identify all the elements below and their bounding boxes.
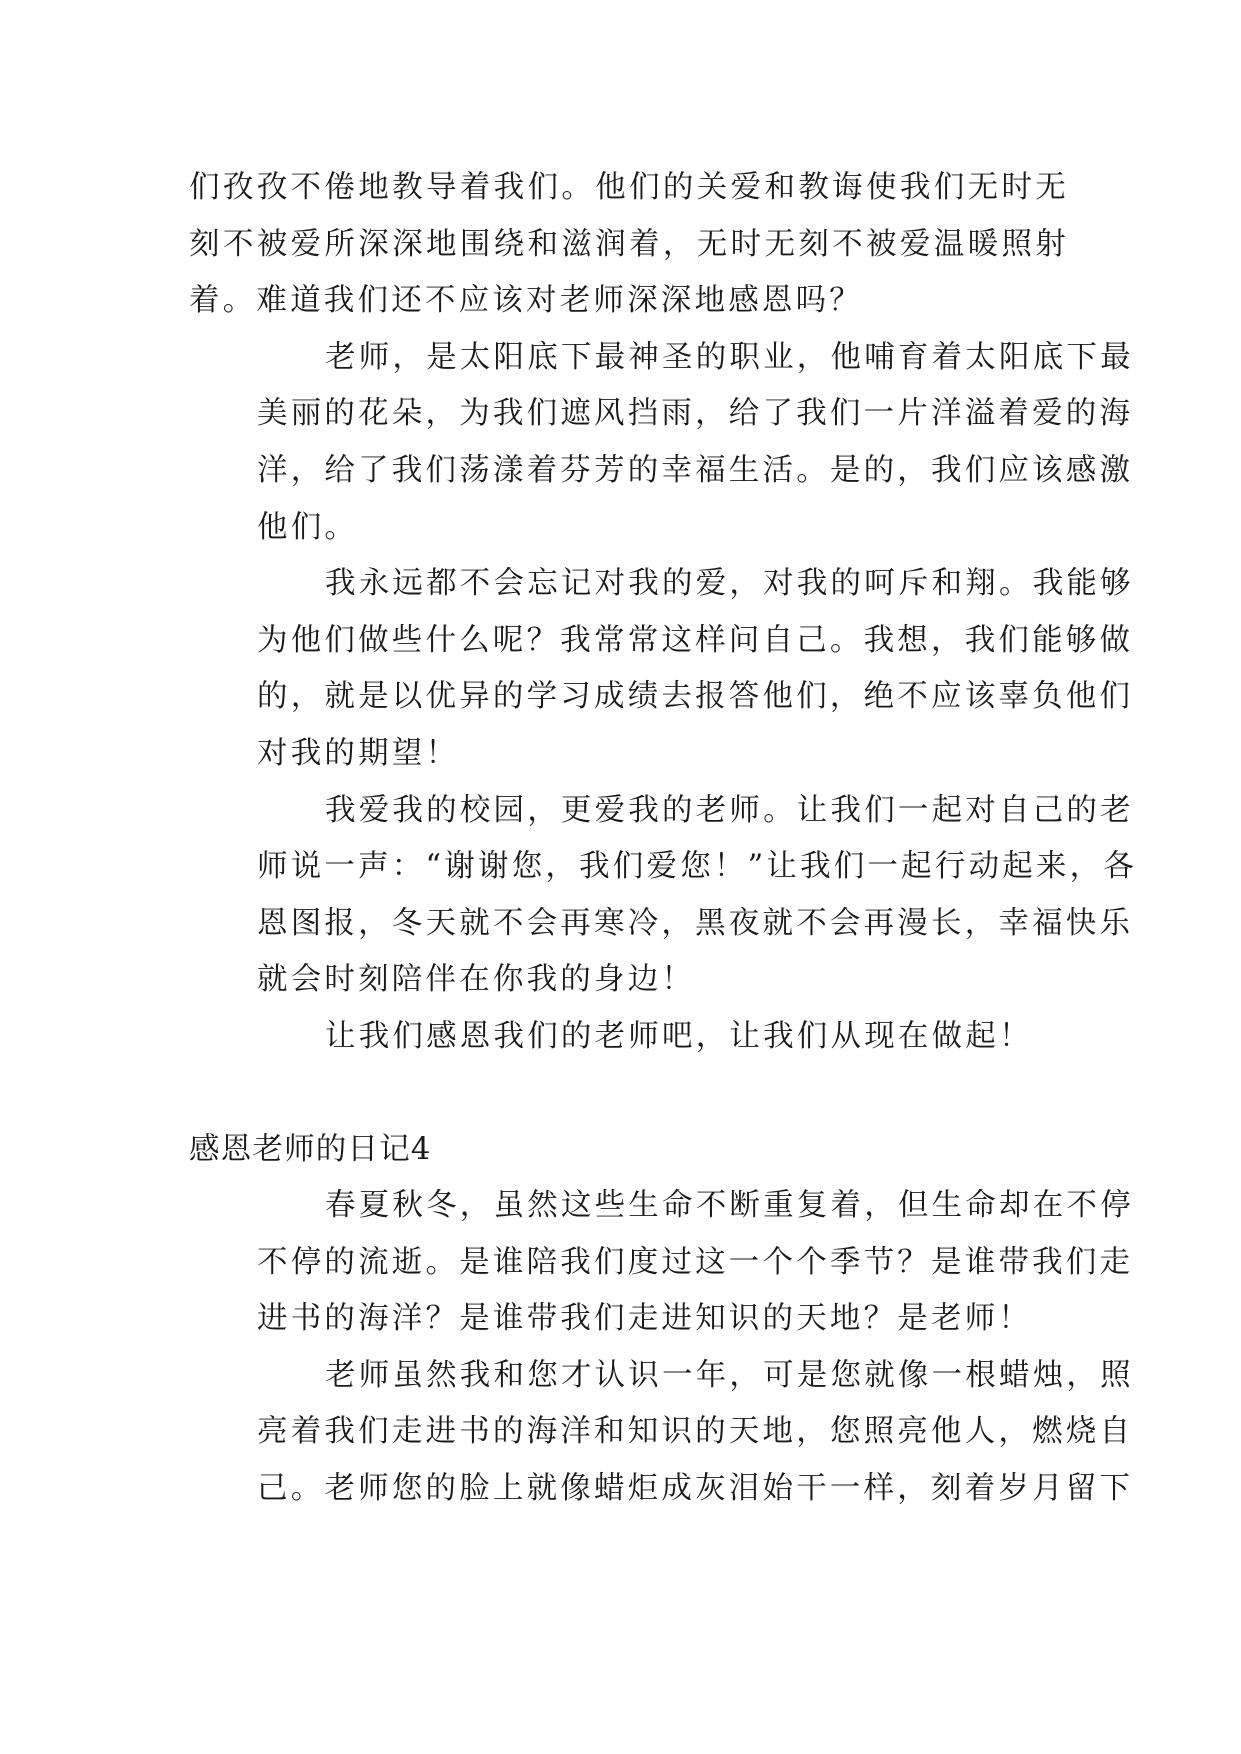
text-line: 进书的海洋？是谁带我们走进知识的天地？是老师！	[257, 1301, 1033, 1337]
text-line: 老师，是太阳底下最神圣的职业，他哺育着太阳底下最	[325, 339, 1134, 375]
text-line: 师说一声：“谢谢您，我们爱您！”让我们一起行动起来，各	[257, 849, 1138, 885]
text-line: 刻不被爱所深深地围绕和滋润着，无时无刻不被爱温暖照射	[189, 226, 1069, 262]
paragraph	[189, 330, 1134, 556]
text-line: 着。难道我们还不应该对老师深深地感恩吗？	[189, 283, 863, 319]
text-line: 对我的期望！	[257, 735, 460, 771]
paragraph	[189, 1348, 1134, 1518]
section-spacer	[189, 1066, 1069, 1122]
text-line: 就会时刻陪伴在你我的身边！	[257, 962, 696, 998]
text-line: 亮着我们走进书的海洋和知识的天地，您照亮他人，燃烧自	[257, 1414, 1134, 1450]
text-line: 让我们感恩我们的老师吧，让我们从现在做起！	[325, 1018, 1033, 1054]
paragraph	[189, 1009, 1069, 1066]
text-line: 的，就是以优异的学习成绩去报答他们，绝不应该辜负他们	[257, 679, 1134, 715]
text-line: 他们。	[257, 509, 359, 545]
text-line: 们孜孜不倦地教导着我们。他们的关爱和教诲使我们无时无	[189, 170, 1069, 205]
paragraph	[189, 783, 1138, 1009]
document-body	[189, 160, 1138, 1518]
text-line: 我爱我的校园，更爱我的老师。让我们一起对自己的老	[325, 792, 1134, 828]
text-line: 美丽的花朵，为我们遮风挡雨，给了我们一片洋溢着爱的海	[257, 396, 1134, 432]
paragraph	[189, 160, 1069, 330]
text-line: 老师虽然我和您才认识一年，可是您就像一根蜡烛，照	[325, 1357, 1134, 1393]
text-line: 春夏秋冬，虽然这些生命不断重复着，但生命却在不停	[325, 1188, 1134, 1224]
text-line: 己。老师您的脸上就像蜡炬成灰泪始干一样，刻着岁月留下	[257, 1471, 1134, 1507]
text-line: 恩图报，冬天就不会再寒冷，黑夜就不会再漫长，幸福快乐	[257, 905, 1134, 941]
paragraph	[189, 556, 1134, 782]
paragraph	[189, 1178, 1134, 1348]
text-line: 不停的流逝。是谁陪我们度过这一个个季节？是谁带我们走	[257, 1244, 1134, 1280]
text-line: 我永远都不会忘记对我的爱，对我的呵斥和翔。我能够	[325, 566, 1134, 602]
section-heading: 感恩老师的日记4	[189, 1131, 432, 1167]
text-line: 洋，给了我们荡漾着芬芳的幸福生活。是的，我们应该感激	[257, 452, 1134, 488]
text-line: 为他们做些什么呢？我常常这样问自己。我想，我们能够做	[257, 622, 1134, 658]
